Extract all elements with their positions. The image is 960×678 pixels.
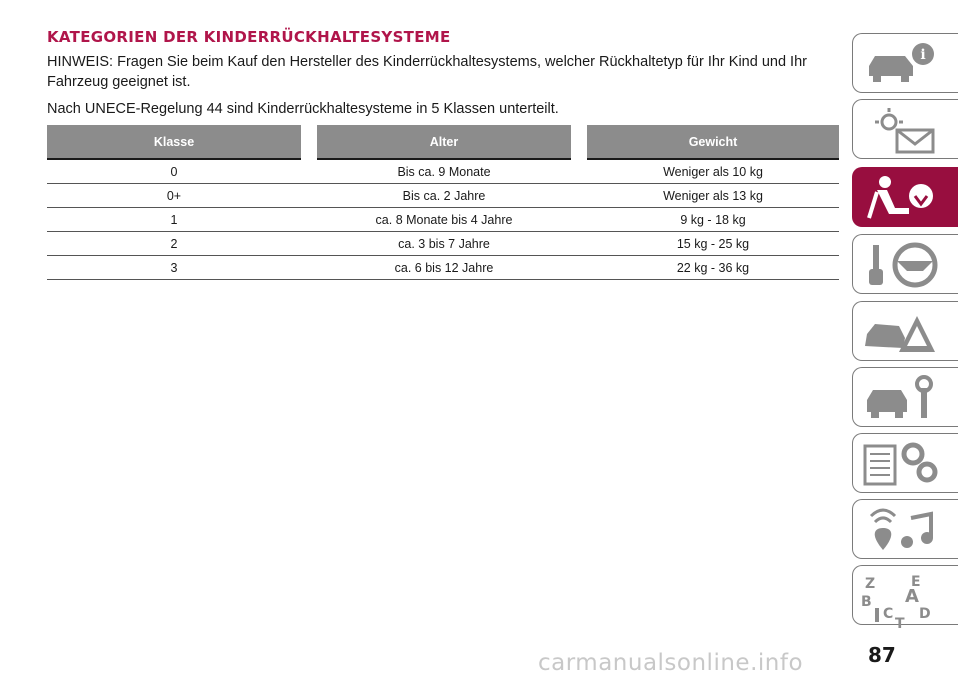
- index-letter: A: [905, 586, 919, 607]
- maintenance-icon: [861, 374, 941, 422]
- table-row: [47, 232, 839, 256]
- table-row: [47, 159, 839, 184]
- index-letter: C: [883, 606, 894, 622]
- car-info-icon: [861, 40, 941, 88]
- technical-data-icon: [861, 440, 941, 488]
- table-row: [47, 184, 839, 208]
- tab-emergency[interactable]: [852, 301, 958, 361]
- intro-paragraph: Nach UNECE-Regelung 44 sind Kinderrückhaltesysteme in 5 Klassen unterteilt.: [47, 101, 559, 117]
- table-row: [47, 256, 839, 280]
- note-paragraph: HINWEIS: Fragen Sie beim Kauf den Hersteller des Kinderrückhaltesystems, welcher Rückhaltetyp für Ihr Kind und Ihr Fahrzeug geeignet ist.: [47, 54, 807, 90]
- tab-car-info[interactable]: [852, 33, 958, 93]
- tab-technical-data[interactable]: [852, 433, 958, 493]
- tab-maintenance[interactable]: [852, 367, 958, 427]
- index-letter: B: [861, 594, 872, 610]
- cell-alter: Bis ca. 9 Monate: [317, 159, 571, 184]
- cell-klasse: 0: [47, 159, 301, 184]
- cell-klasse: 1: [47, 208, 301, 232]
- tab-safety[interactable]: [852, 167, 958, 227]
- cell-gewicht: Weniger als 13 kg: [587, 184, 839, 208]
- cell-klasse: 2: [47, 232, 301, 256]
- page-number: 87: [868, 643, 896, 667]
- cell-klasse: 3: [47, 256, 301, 280]
- index-icon: [861, 572, 941, 628]
- index-letter: E: [911, 574, 921, 590]
- header-gewicht: Gewicht: [587, 125, 839, 159]
- cell-alter: ca. 8 Monate bis 4 Jahre: [317, 208, 571, 232]
- section-heading: KATEGORIEN DER KINDERRÜCKHALTESYSTEME: [47, 28, 451, 46]
- cell-alter: Bis ca. 2 Jahre: [317, 184, 571, 208]
- table-row: [47, 208, 839, 232]
- multimedia-icon: [861, 506, 941, 554]
- tab-starting-driving[interactable]: [852, 234, 958, 294]
- tab-multimedia[interactable]: [852, 499, 958, 559]
- warning-lights-icon: [861, 106, 941, 154]
- cell-gewicht: 15 kg - 25 kg: [587, 232, 839, 256]
- main-content: [47, 28, 839, 126]
- seat-airbag-icon: [861, 174, 941, 222]
- cell-alter: ca. 6 bis 12 Jahre: [317, 256, 571, 280]
- table-header-row: [47, 125, 839, 159]
- watermark: carmanualsonline.info: [538, 650, 804, 676]
- cell-klasse: 0+: [47, 184, 301, 208]
- tab-index[interactable]: [852, 565, 958, 628]
- breakdown-icon: [861, 308, 941, 356]
- cell-gewicht: Weniger als 10 kg: [587, 159, 839, 184]
- index-letter: T: [895, 616, 905, 628]
- index-letter: D: [919, 606, 931, 622]
- index-letter: Z: [865, 576, 876, 592]
- cell-gewicht: 9 kg - 18 kg: [587, 208, 839, 232]
- tab-warning-lights[interactable]: [852, 99, 958, 159]
- cell-gewicht: 22 kg - 36 kg: [587, 256, 839, 280]
- cell-alter: ca. 3 bis 7 Jahre: [317, 232, 571, 256]
- header-klasse: Klasse: [47, 125, 301, 159]
- ignition-steering-icon: [861, 241, 941, 289]
- category-table: [47, 125, 839, 280]
- header-alter: Alter: [317, 125, 571, 159]
- svg-text:i: i: [920, 47, 926, 63]
